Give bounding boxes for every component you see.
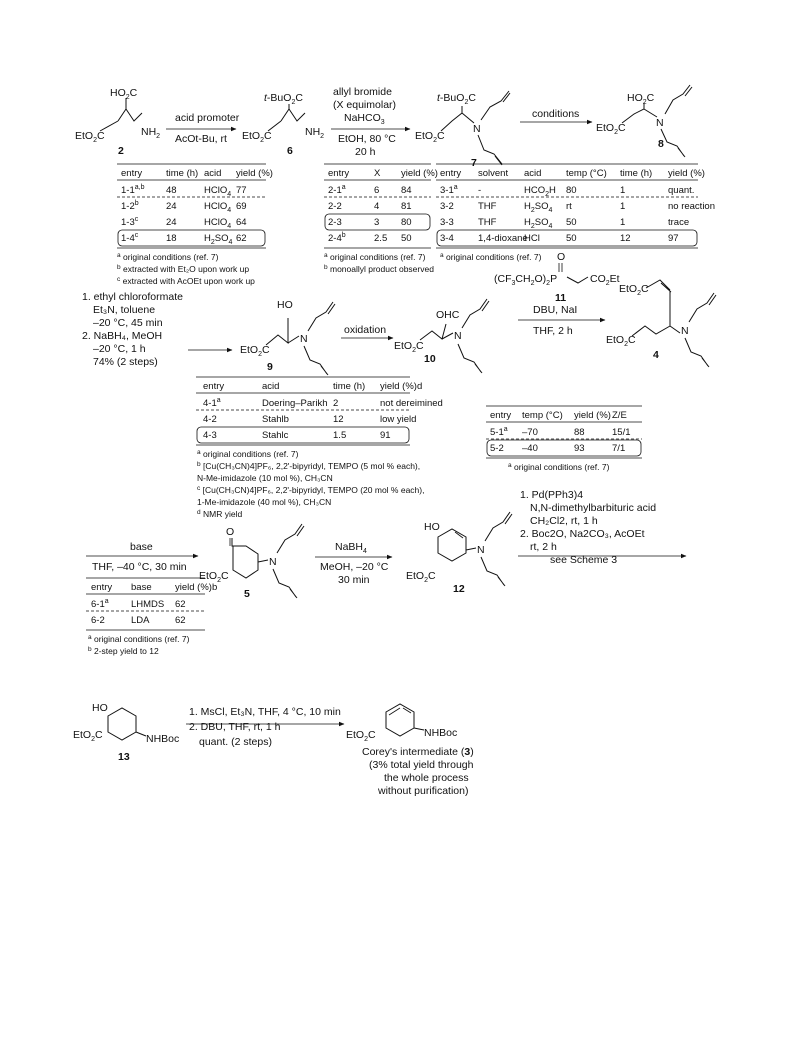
svg-text:b [Cu(CH₃CN)4]PF₆, 2,2'-bipyri: $^b$ [Cu(CH₃CN)4]PF₆, 2,2'-bipyridyl, TEMPO (5 mol % each), bbox=[197, 461, 421, 471]
table-cell: 3-1$^a$ bbox=[440, 184, 458, 196]
table-cell: Stahlc bbox=[262, 430, 289, 441]
table-cell: 62 bbox=[236, 233, 247, 244]
table-cell: 1-2$^b$ bbox=[121, 200, 139, 212]
svg-text:EtO2C: EtO$_2$C bbox=[596, 122, 626, 136]
table-cell: 4-2 bbox=[203, 414, 217, 425]
table-2 bbox=[324, 164, 438, 274]
compound-2 bbox=[75, 87, 160, 157]
svg-text:EtO2C: EtO$_2$C bbox=[242, 130, 272, 144]
svg-text:O: O bbox=[226, 526, 235, 538]
table-cell: 7/1 bbox=[612, 443, 626, 454]
table-cell: 12 bbox=[333, 414, 344, 425]
table-cell: trace bbox=[668, 217, 690, 228]
svg-text:N: N bbox=[300, 333, 308, 345]
svg-text:EtO2C: EtO$_2$C bbox=[75, 130, 105, 144]
compound-4 bbox=[606, 280, 716, 367]
step-6 bbox=[494, 251, 620, 337]
svg-text:12: 12 bbox=[453, 583, 465, 595]
svg-text:allyl bromide: allyl bromide bbox=[333, 86, 392, 98]
table-cell: 24 bbox=[166, 201, 177, 212]
svg-text:AcOt-Bu, rt: AcOt-Bu, rt bbox=[175, 133, 227, 145]
svg-text:NaHCO3: NaHCO$_3$ bbox=[344, 112, 385, 126]
svg-text:20 h: 20 h bbox=[355, 146, 376, 158]
step-8 bbox=[315, 541, 392, 586]
svg-text:NHBoc: NHBoc bbox=[146, 733, 180, 745]
table-cell: 50 bbox=[401, 233, 412, 244]
svg-text:b 2-step yield to 12: $^b$ 2-step yield to 12 bbox=[88, 646, 159, 656]
svg-text:entry: entry bbox=[203, 381, 225, 392]
table-cell: 1-3$^c$ bbox=[121, 216, 139, 228]
table-cell: quant. bbox=[668, 185, 695, 196]
svg-text:c [Cu(CH₃CN)4]PF₆, 2,2'-bipyri: $^c$ [Cu(CH₃CN)4]PF₆, 2,2'-bipyridyl, TEMPO (20 mol % each), bbox=[197, 485, 425, 495]
svg-text:yield (%): yield (%) bbox=[668, 168, 705, 179]
compound-12 bbox=[406, 512, 512, 595]
svg-text:quant. (2 steps): quant. (2 steps) bbox=[199, 736, 272, 748]
table-cell: THF bbox=[478, 201, 497, 212]
table-cell: $H_2SO_4$ bbox=[524, 217, 553, 230]
step-5 bbox=[341, 324, 393, 338]
table-cell: HCl bbox=[524, 233, 540, 244]
svg-text:EtO2C: EtO$_2$C bbox=[240, 344, 270, 358]
table-cell: –70 bbox=[522, 427, 538, 438]
table-cell: 69 bbox=[236, 201, 247, 212]
svg-text:a original conditions (ref. 7): $^a$ original conditions (ref. 7) bbox=[324, 252, 426, 262]
table-cell: $HCO_2H$ bbox=[524, 185, 556, 198]
table-cell: 48 bbox=[166, 185, 177, 196]
svg-text:acid: acid bbox=[204, 168, 222, 179]
svg-text:2. Boc2O, Na2CO₃, AcOEt: 2. Boc2O, Na2CO₃, AcOEt bbox=[520, 528, 645, 540]
svg-text:EtOH, 80 °C: EtOH, 80 °C bbox=[338, 133, 396, 145]
svg-text:rt, 2 h: rt, 2 h bbox=[530, 541, 557, 553]
svg-text:DBU, NaI: DBU, NaI bbox=[533, 304, 578, 316]
table-cell: 6 bbox=[374, 185, 380, 196]
table-cell: 24 bbox=[166, 217, 177, 228]
svg-text:yield (%): yield (%) bbox=[574, 410, 611, 421]
step-2 bbox=[331, 86, 410, 158]
table-5 bbox=[486, 406, 642, 472]
svg-text:EtO2C: EtO$_2$C bbox=[619, 283, 649, 297]
table-cell: 6-2 bbox=[91, 615, 105, 626]
svg-text:N: N bbox=[477, 544, 485, 556]
table-cell: 2-3 bbox=[328, 217, 342, 228]
table-cell: 84 bbox=[401, 185, 412, 196]
svg-text:b extracted with Et₂O upon wor: $^b$ extracted with Et₂O upon work up bbox=[117, 264, 250, 274]
svg-text:temp (°C): temp (°C) bbox=[566, 168, 607, 179]
svg-text:NH2: $NH_2$ bbox=[141, 126, 161, 140]
table-cell: LHMDS bbox=[131, 599, 165, 610]
svg-text:EtO2C: EtO$_2$C bbox=[406, 570, 436, 584]
table-6 bbox=[86, 578, 217, 656]
table-cell: 18 bbox=[166, 233, 177, 244]
svg-text:temp (°C): temp (°C) bbox=[522, 410, 563, 421]
svg-text:NHBoc: NHBoc bbox=[424, 727, 458, 739]
svg-text:yield (%): yield (%) bbox=[236, 168, 273, 179]
table-cell: no reaction bbox=[668, 201, 716, 212]
svg-text:(X equimolar): (X equimolar) bbox=[333, 99, 397, 111]
svg-text:Et₃N, toluene: Et₃N, toluene bbox=[93, 304, 156, 316]
svg-text:9: 9 bbox=[267, 361, 273, 373]
svg-text:EtO2C: EtO$_2$C bbox=[394, 340, 424, 354]
svg-text:5: 5 bbox=[244, 588, 250, 600]
svg-text:N-Me-imidazole (10 mol %), CH₃: N-Me-imidazole (10 mol %), CH₃CN bbox=[197, 473, 333, 483]
table-cell: 1 bbox=[620, 201, 626, 212]
table-cell: 1-4$^c$ bbox=[121, 232, 139, 244]
table-cell: 4 bbox=[374, 201, 380, 212]
table-cell: 2-2 bbox=[328, 201, 342, 212]
table-cell: 50 bbox=[566, 217, 577, 228]
table-cell: 91 bbox=[380, 430, 391, 441]
svg-text:entry: entry bbox=[121, 168, 143, 179]
table-cell: 2 bbox=[333, 398, 339, 409]
svg-text:6: 6 bbox=[287, 145, 293, 157]
svg-text:1. Pd(PPh3)4: 1. Pd(PPh3)4 bbox=[520, 489, 584, 501]
svg-text:N: N bbox=[454, 330, 462, 342]
step-7 bbox=[86, 541, 198, 573]
svg-text:HO: HO bbox=[92, 702, 108, 714]
table-3 bbox=[436, 164, 715, 262]
table-cell: 2-1$^a$ bbox=[328, 184, 346, 196]
svg-text:entry: entry bbox=[490, 410, 512, 421]
compound-9 bbox=[240, 299, 335, 375]
table-cell: 1 bbox=[620, 217, 626, 228]
svg-text:HO: HO bbox=[424, 521, 440, 533]
table-cell: 1,4-dioxane bbox=[478, 233, 528, 244]
svg-text:THF, –40 °C, 30 min: THF, –40 °C, 30 min bbox=[92, 561, 187, 573]
svg-text:10: 10 bbox=[424, 353, 436, 365]
svg-text:EtO2C: EtO$_2$C bbox=[415, 130, 445, 144]
svg-text:N: N bbox=[269, 556, 277, 568]
compound-7 bbox=[415, 91, 510, 169]
table-cell: not dereimined bbox=[380, 398, 443, 409]
svg-text:time (h): time (h) bbox=[166, 168, 199, 179]
table-cell: 3-4 bbox=[440, 233, 454, 244]
step-10 bbox=[189, 706, 341, 748]
svg-text:N: N bbox=[681, 325, 689, 337]
svg-text:acid: acid bbox=[262, 381, 280, 392]
table-cell: 64 bbox=[236, 217, 247, 228]
svg-text:yield (%)b: yield (%)b bbox=[175, 582, 218, 593]
svg-text:74% (2 steps): 74% (2 steps) bbox=[93, 356, 158, 368]
compound-3 bbox=[346, 704, 474, 797]
svg-text:–20 °C, 1 h: –20 °C, 1 h bbox=[93, 343, 146, 355]
compound-2-label: 2 bbox=[118, 145, 124, 157]
table-cell: 97 bbox=[668, 233, 679, 244]
svg-text:EtO2C: EtO$_2$C bbox=[199, 570, 229, 584]
table-cell: 6-1$^a$ bbox=[91, 598, 109, 610]
table-cell: 80 bbox=[401, 217, 412, 228]
svg-text:NH2: $NH_2$ bbox=[305, 126, 325, 140]
svg-text:conditions: conditions bbox=[532, 108, 580, 120]
svg-text:a original conditions (ref. 7): $^a$ original conditions (ref. 7) bbox=[508, 462, 610, 472]
svg-text:N: N bbox=[473, 123, 481, 135]
svg-text:2. NaBH₄, MeOH: 2. NaBH₄, MeOH bbox=[82, 330, 163, 342]
table-cell: low yield bbox=[380, 414, 417, 425]
table-cell: 77 bbox=[236, 185, 247, 196]
table-cell: 62 bbox=[175, 615, 186, 626]
svg-text:–20 °C, 45 min: –20 °C, 45 min bbox=[93, 317, 163, 329]
svg-text:11: 11 bbox=[555, 292, 567, 304]
svg-text:HO: HO bbox=[277, 299, 293, 311]
svg-text:30 min: 30 min bbox=[338, 574, 370, 586]
table-cell: - bbox=[478, 185, 482, 196]
table-cell: 4-1$^a$ bbox=[203, 397, 221, 409]
table-cell: $H_2SO_4$ bbox=[204, 233, 233, 246]
table-cell: 93 bbox=[574, 443, 585, 454]
svg-text:oxidation: oxidation bbox=[344, 324, 387, 336]
svg-text:solvent: solvent bbox=[478, 168, 509, 179]
table-cell: 81 bbox=[401, 201, 412, 212]
table-1 bbox=[117, 164, 273, 286]
step-9 bbox=[520, 489, 656, 566]
svg-text:CO2Et: $CO_2Et$ bbox=[590, 273, 620, 287]
svg-text:d NMR yield: $^d$ NMR yield bbox=[197, 509, 243, 519]
svg-text:a original conditions (ref. 7): $^a$ original conditions (ref. 7) bbox=[117, 252, 219, 262]
svg-text:7: 7 bbox=[471, 157, 477, 169]
svg-text:1-Me-imidazole (40 mol %), CH₃: 1-Me-imidazole (40 mol %), CH₃CN bbox=[197, 497, 332, 507]
svg-text:2. DBU, THF, rt, 1 h: 2. DBU, THF, rt, 1 h bbox=[189, 721, 281, 733]
svg-text:EtO2C: EtO$_2$C bbox=[346, 729, 376, 743]
compound-13 bbox=[73, 702, 179, 763]
svg-text:CH₂Cl2, rt, 1 h: CH₂Cl2, rt, 1 h bbox=[530, 515, 598, 527]
table-cell: 50 bbox=[566, 233, 577, 244]
table-cell: 2-4$^b$ bbox=[328, 232, 346, 244]
svg-text:t-BuO2C: t-BuO$_2$C bbox=[264, 92, 303, 106]
svg-text:EtO2C: EtO$_2$C bbox=[73, 729, 103, 743]
svg-text:(CF3CH2O)2P: $(CF_3CH_2O)_2P$ bbox=[494, 273, 558, 287]
svg-text:yield (%)d: yield (%)d bbox=[380, 381, 423, 392]
table-cell: 1.5 bbox=[333, 430, 347, 441]
svg-text:c extracted with AcOEt upon wo: $^c$ extracted with AcOEt upon work up bbox=[117, 276, 255, 286]
svg-text:OHC: OHC bbox=[436, 309, 460, 321]
svg-text:4: 4 bbox=[653, 349, 659, 361]
step-1 bbox=[166, 112, 240, 145]
table-cell: 1-1$^{a,b}$ bbox=[121, 184, 145, 196]
svg-text:a original conditions (ref. 7): $^a$ original conditions (ref. 7) bbox=[88, 634, 190, 644]
svg-text:time (h): time (h) bbox=[333, 381, 366, 392]
svg-text:without purification): without purification) bbox=[378, 785, 469, 797]
table-cell: 5-1$^a$ bbox=[490, 426, 508, 438]
svg-text:acid: acid bbox=[524, 168, 542, 179]
svg-text:base: base bbox=[131, 582, 152, 593]
svg-text:entry: entry bbox=[440, 168, 462, 179]
table-cell: HClO$_4$ bbox=[204, 217, 232, 230]
table-cell: 15/1 bbox=[612, 427, 631, 438]
svg-text:the whole process: the whole process bbox=[384, 772, 469, 784]
table-cell: Doering–Parikh bbox=[262, 398, 328, 409]
svg-text:1. ethyl chloroformate: 1. ethyl chloroformate bbox=[82, 291, 183, 303]
svg-text:X: X bbox=[374, 168, 381, 179]
svg-text:(3% total yield through: (3% total yield through bbox=[369, 759, 474, 771]
table-cell: 5-2 bbox=[490, 443, 504, 454]
svg-text:see Scheme 3: see Scheme 3 bbox=[550, 554, 618, 566]
svg-text:N: N bbox=[656, 117, 664, 129]
table-cell: 3-2 bbox=[440, 201, 454, 212]
table-4 bbox=[196, 377, 443, 519]
svg-text:O: O bbox=[557, 251, 566, 263]
svg-text:13: 13 bbox=[118, 751, 130, 763]
table-cell: HClO$_4$ bbox=[204, 185, 232, 198]
svg-text:t-BuO2C: t-BuO$_2$C bbox=[437, 92, 476, 106]
svg-text:EtO2C: EtO$_2$C bbox=[606, 334, 636, 348]
table-cell: 80 bbox=[566, 185, 577, 196]
table-cell: 3-3 bbox=[440, 217, 454, 228]
table-cell: 1 bbox=[620, 185, 626, 196]
table-cell: 62 bbox=[175, 599, 186, 610]
svg-text:a original conditions (ref. 7): $^a$ original conditions (ref. 7) bbox=[440, 252, 542, 262]
svg-text:MeOH, –20 °C: MeOH, –20 °C bbox=[320, 561, 389, 573]
svg-text:1. MsCl, Et₃N, THF, 4 °C, 10 m: 1. MsCl, Et₃N, THF, 4 °C, 10 min bbox=[189, 706, 341, 718]
svg-text:entry: entry bbox=[91, 582, 113, 593]
svg-text:time (h): time (h) bbox=[620, 168, 653, 179]
svg-text:b monoallyl product observed: $^b$ monoallyl product observed bbox=[324, 264, 434, 274]
svg-text:NaBH4: NaBH$_4$ bbox=[335, 541, 367, 555]
step-3 bbox=[520, 108, 592, 122]
table-cell: Stahlb bbox=[262, 414, 289, 425]
table-cell: HClO$_4$ bbox=[204, 201, 232, 214]
table-cell: 3 bbox=[374, 217, 380, 228]
svg-text:entry: entry bbox=[328, 168, 350, 179]
svg-text:a original conditions (ref. 7): $^a$ original conditions (ref. 7) bbox=[197, 449, 299, 459]
table-cell: 2.5 bbox=[374, 233, 388, 244]
svg-text:HO2C: $HO_2C$ bbox=[627, 92, 655, 106]
svg-text:N,N-dimethylbarbituric acid: N,N-dimethylbarbituric acid bbox=[530, 502, 657, 514]
compound-6 bbox=[242, 92, 324, 157]
svg-text:HO2C: $HO_2C$ bbox=[110, 87, 138, 101]
svg-text:THF, 2 h: THF, 2 h bbox=[533, 325, 573, 337]
step-4 bbox=[82, 291, 183, 368]
svg-text:base: base bbox=[130, 541, 153, 553]
table-cell: LDA bbox=[131, 615, 150, 626]
table-cell: 88 bbox=[574, 427, 585, 438]
table-cell: –40 bbox=[522, 443, 538, 454]
compound-8 bbox=[596, 85, 692, 157]
compound-10 bbox=[394, 299, 489, 373]
table-cell: $H_2SO_4$ bbox=[524, 201, 553, 214]
svg-text:Z/E: Z/E bbox=[612, 410, 627, 421]
table-cell: 12 bbox=[620, 233, 631, 244]
svg-text:yield (%): yield (%) bbox=[401, 168, 438, 179]
table-cell: 4-3 bbox=[203, 430, 217, 441]
table-cell: THF bbox=[478, 217, 497, 228]
compound-3-label: Corey's intermediate (3) bbox=[362, 746, 474, 758]
table-cell: rt bbox=[566, 201, 572, 212]
svg-text:8: 8 bbox=[658, 138, 664, 150]
svg-text:acid promoter: acid promoter bbox=[175, 112, 240, 124]
